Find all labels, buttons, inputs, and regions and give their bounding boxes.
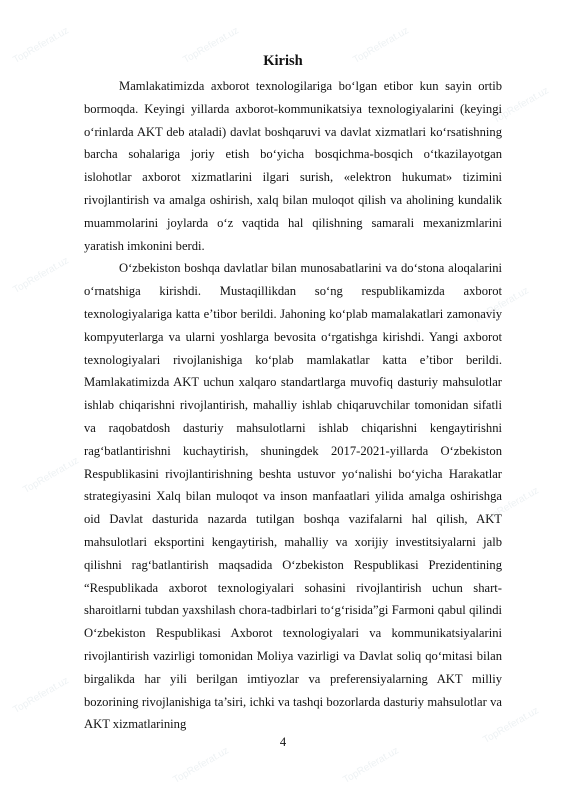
- background-watermark: TopReferat.uz TopReferat.uz TopReferat.uz TopReferat.uz TopReferat.uz TopReferat.uz TopReferat.uz TopReferat.uz TopReferat.uz TopReferat.uz TopReferat.uz TopReferat.uz: [11, 25, 551, 786]
- document-body: [84, 75, 502, 736]
- page-number: 4: [279, 735, 287, 749]
- page-title: Kirish: [263, 53, 303, 69]
- paragraph: O‘zbekiston boshqa davlatlar bilan munosabatlarini va do‘stona aloqalarini o‘rnatshiga kirishdi. Mustaqillikdan so‘ng respublikamizda axborot texnologiyalariga katta e’tibor berildi. Jahoning ko‘plab mamalakatlari zamonaviy kompyuterlarga va ularni yoshlarga bevosita o‘rgatishga kirishdi. Yangi axborot texnologiyalari rivojlanishiga ko‘plab mamlakatlar katta e’tibor berildi. Mamlakatimizda AKT uchun xalqaro standartlarga muvofiq dasturiy mahsulotlar ishlab chiqarishni rivojlantirish, mahalliy ishlab chiqaruvchilar tomonidan sifatli va raqobatdosh dasturiy mahsulotlarni ishlab chiqarishni kengaytirishni rag‘batlantirishni kuchaytirish, shuningdek 2017-2021-yillarda O‘zbekiston Respublikasini rivojlantirishning beshta ustuvor yo‘nalishi bo‘yicha Harakatlar strategiyasini Xalq bilan muloqot va inson manfaatlari yilida amalga oshirishga oid Davlat dasturida nazarda tutilgan boshqa vazifalarni hal qilish, AKT mahsulotlari eksportini kengaytirish, mahalliy va xorijiy investitsiyalarni jalb qilishni rag‘batlantirish maqsadida O‘zbekiston Respublikasi Prezidentining “Respublikada axborot texnologiyalari sohasini rivojlantirish uchun shart-sharoitlarni tubdan yaxshilash chora-tadbirlari to‘g‘risida”gi Farmoni qabul qilindi O‘zbekiston Respublikasi Axborot texnologiyalari va kommunikatsiyalarini rivojlantirish vazirligi tomonidan Moliya vazirligi va Davlat soliq qo‘mitasi bilan birgalikda har yili berilgan imtiyozlar va preferensiyalarning AKT milliy bozorining rivojlanishiga ta’siri, ichki va tashqi bozorlarda dasturiy mahsulotlar va AKT xizmatlarining: [84, 261, 502, 732]
- paragraph: Mamlakatimizda axborot texnologilariga bo‘lgan etibor kun sayin ortib bormoqda. Keyingi yillarda axborot-kommunikatsiya texnologiyalarini (keyingi o‘rinlarda AKT deb ataladi) davlat boshqaruvi va davlat xizmatlari ko‘rsatishning barcha sohalariga joriy etish bo‘yicha bosqichma-bosqich o‘tkazilayotgan islohotlar axborot xizmatlarini ilgari surish, «elektron hukumat» tizimini rivojlantirish va amalga oshirish, xalq bilan muloqot qilish va aholining kundalik muammolarini joylarda o‘z vaqtida hal qilishning samarali mexanizmlarini yaratish imkonini berdi.: [84, 79, 502, 253]
